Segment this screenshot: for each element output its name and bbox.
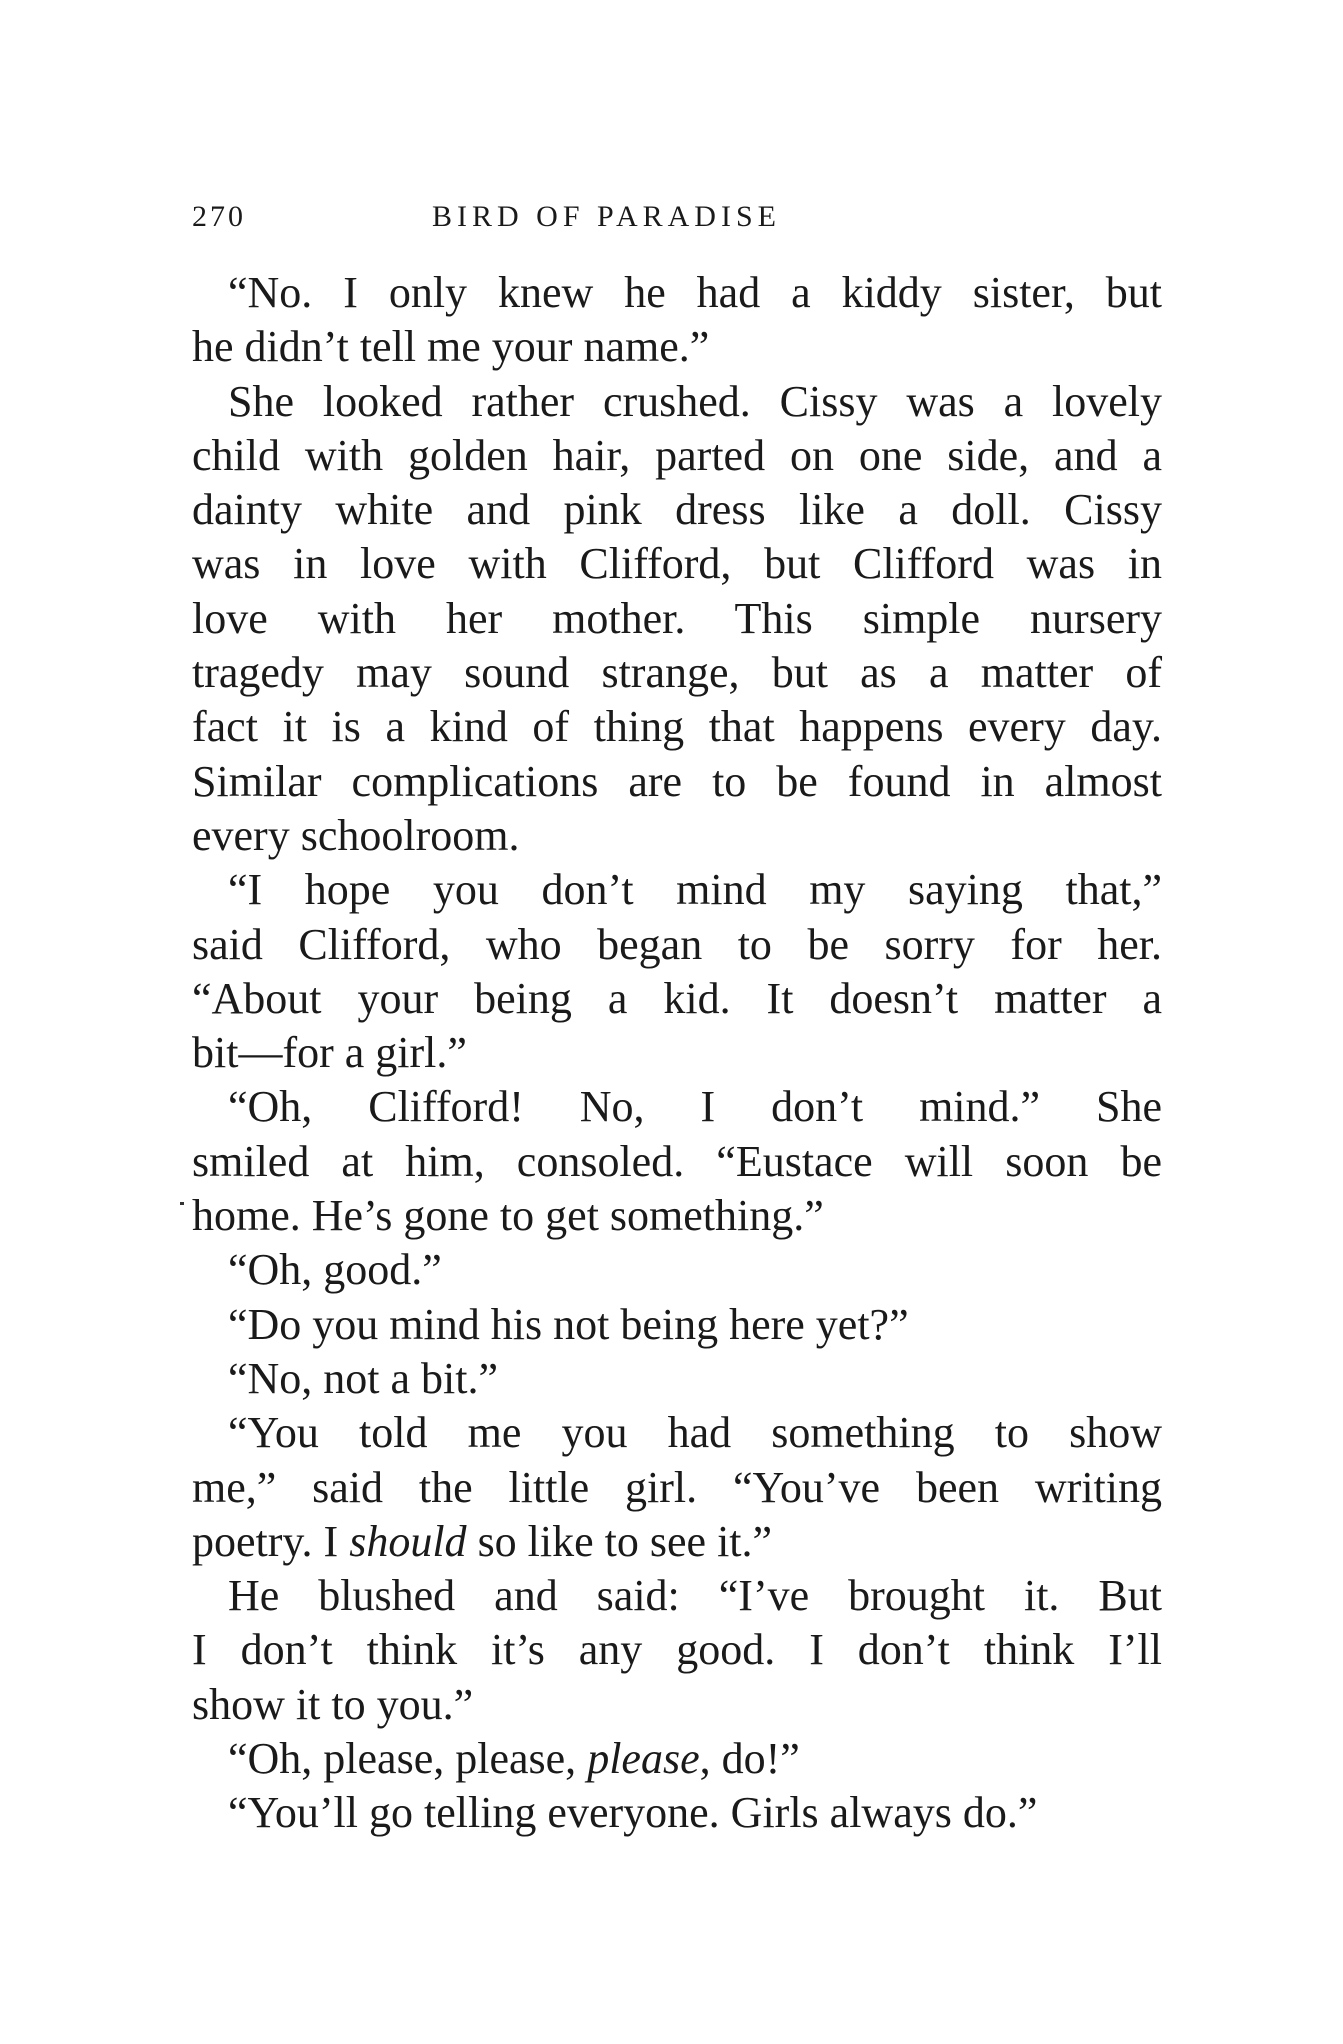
text-line: me,” said the little girl. “You’ve been writing	[192, 1462, 1162, 1512]
running-title: BIRD OF PARADISE	[432, 200, 781, 233]
text-line: I don’t think it’s any good. I don’t think I’ll	[192, 1625, 1162, 1675]
text-line: “About your being a kid. It doesn’t matter a	[192, 973, 1162, 1023]
text-line: child with golden hair, parted on one side, and a	[192, 430, 1162, 480]
text-line: poetry. I should so like to see it.”	[192, 1516, 773, 1566]
text-line: dainty white and pink dress like a doll. Cissy	[192, 485, 1162, 535]
text-line: he didn’t tell me your name.”	[192, 322, 710, 372]
text-line: She looked rather crushed. Cissy was a lovely	[228, 376, 1162, 426]
text-line: home. He’s gone to get something.”	[192, 1191, 824, 1241]
text-line: was in love with Clifford, but Clifford was in	[192, 539, 1162, 589]
text-line: tragedy may sound strange, but as a matter of	[192, 648, 1162, 698]
italic-emphasis: should	[349, 1516, 467, 1566]
text-line: “No. I only knew he had a kiddy sister, but	[228, 268, 1162, 317]
text-line: He blushed and said: “I’ve brought it. But	[228, 1571, 1162, 1621]
text-line: Similar complications are to be found in almost	[192, 756, 1162, 806]
text-line: “Oh, Clifford! No, I don’t mind.” She	[228, 1082, 1162, 1132]
text-line: every schoolroom.	[192, 810, 520, 860]
margin-mark	[180, 1202, 184, 1205]
text-line: “You’ll go telling everyone. Girls always do.”	[228, 1788, 1038, 1838]
text-line: love with her mother. This simple nursery	[192, 593, 1162, 643]
page-number: 270	[192, 200, 246, 233]
text-line: “I hope you don’t mind my saying that,”	[228, 865, 1162, 915]
text-line: “Oh, please, please, please, do!”	[228, 1734, 800, 1784]
text-line: “No, not a bit.”	[228, 1353, 499, 1403]
italic-emphasis: please	[587, 1734, 700, 1784]
text-line: fact it is a kind of thing that happens every day.	[192, 702, 1162, 752]
text-line: “Do you mind his not being here yet?”	[228, 1299, 909, 1349]
text-line: smiled at him, consoled. “Eustace will soon be	[192, 1136, 1162, 1186]
text-line: “Oh, good.”	[228, 1245, 442, 1295]
text-line: bit—for a girl.”	[192, 1028, 467, 1078]
page-header	[192, 200, 1172, 240]
text-line: show it to you.”	[192, 1679, 474, 1729]
text-line: “You told me you had something to show	[228, 1408, 1162, 1458]
text-line: said Clifford, who began to be sorry for her.	[192, 919, 1162, 969]
body-text	[192, 266, 1162, 1841]
